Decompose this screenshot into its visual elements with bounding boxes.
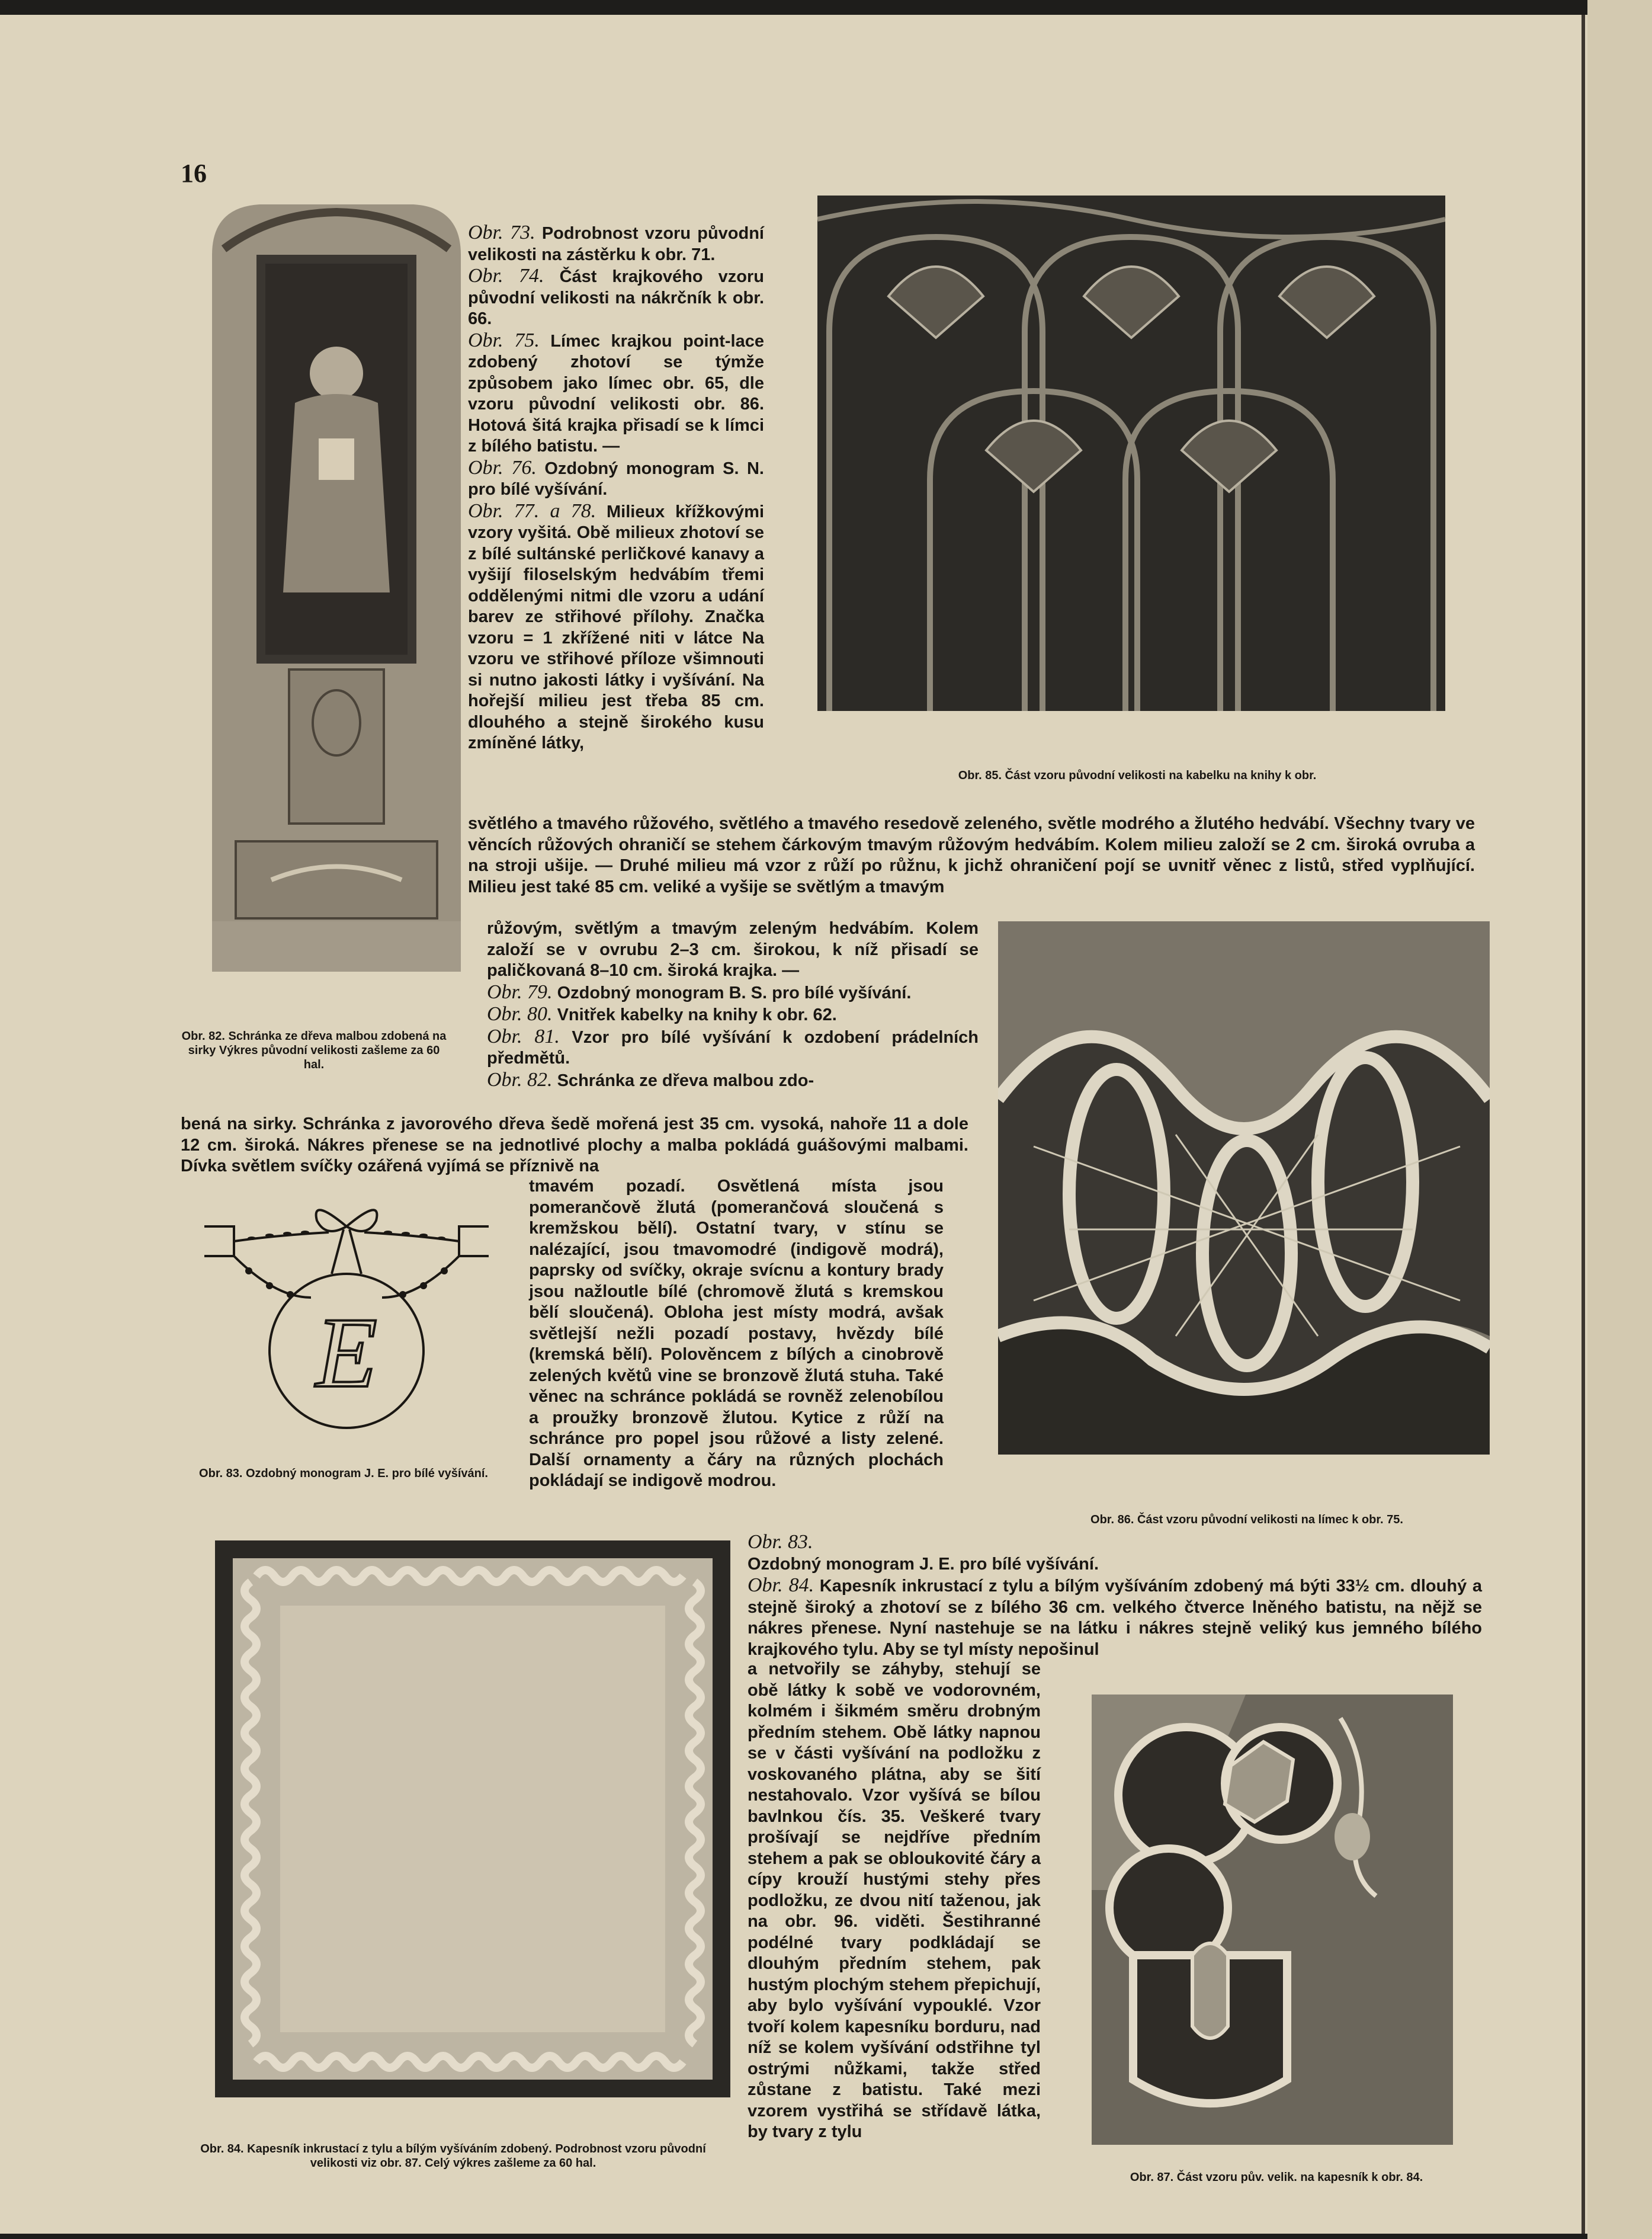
adjacent-page-edge [1587,0,1652,2239]
text-block-79-82 [487,918,979,1091]
caption-86: Obr. 86. Část vzoru původní velikosti na límec k obr. 75. [1090,1513,1403,1526]
paragraph-74: Obr. 74. Část krajkového vzoru původní velikosti na nákrčník k obr. 66. [468,265,764,328]
paragraph-77-78: Obr. 77. a 78. Milieux křížkovými vzory vyšitá. Obě milieux zhotoví se z bílé sultánské perličkové kanavy a vyšijí filoselským hedvábím třemi oddělenými nitmi dle vzoru a udání barev ze střihové přílohy. Značka vzoru = 1 zkřížené niti v látce Na vzoru ve střihové příloze všimnouti si nutno jakosti látky i vyšívání. Na hořejší milieu jest třeba 85 cm. dlouhého a stejně širokého kusu zmíněné látky, [468,499,764,752]
paragraph-81: Obr. 81. Vzor pro bílé vyšívání k ozdobení prádelních předmětů. [487,1025,979,1068]
paragraph-77-78-end: růžovým, světlým a tmavým zeleným hedvábím. Kolem založí se v ovrubu 2–3 cm. širokou, k níž přisadí se paličkovaná 8–10 cm. široká krajka. — [487,919,979,980]
caption-87: Obr. 87. Část vzoru pův. velik. na kapesník k obr. 84. [1130,2171,1423,2184]
figure-83-monogram [193,1191,501,1440]
figure-85-bag-pattern [817,196,1445,711]
text-block-73-78 [468,222,764,754]
figure-84-handkerchief [215,1540,730,2097]
paragraph-82: Obr. 82. Schránka ze dřeva malbou zdo- [487,1068,814,1091]
paragraph-84-continued: a netvořily se záhyby, stehují se obě látky k sobě ve vodorovném, kolmém i šikmém směru drobným předním stehem. Obě látky napnou se v části vyšívání na podložku z voskovaného plátna, aby se šití nestahovalo. Vzor vyšívá se bílou bavlnkou čís. 35. Veškeré tvary prošívají se nejdříve předním stehem a pak se obloukovité čáry a cípy krouží hustými stehy přes podložku, ze dvou nití taženou, jak na obr. 96. viděti. Šestihranné podélné tvary podkládají se dlouhým předním stehem, pak hustým plochým stehem přepichují, aby bylo vyšívání vypouklé. Vzor tvoří kolem kapesníku borduru, nad níž se kolem vyšívání odstřihne tyl ostrými nůžkami, takže střed zůstane z batistu. Také mezi vzorem vystřihá se střídavě látka, by tvary z tylu [748,1660,1041,2141]
figure-82-matchbox [200,190,473,972]
monogram-letter: E [316,1297,377,1408]
caption-83: Obr. 83. Ozdobný monogram J. E. pro bílé vyšívání. [199,1467,488,1480]
paragraph-80: Obr. 80. Vnitřek kabelky na knihy k obr. 62. [487,1003,837,1025]
text-block-82-continued: bená na sirky. Schránka z javorového dřeva šedě mořená jest 35 cm. vysoká, nahoře 11 a dole 12 cm. široká. Nákres přenese se na jednotlivé plochy a malba pokládá guášovými malbami. Dívka světlem svíčky ozářená vyjímá se příznivě na [181,1114,968,1175]
text-block-82-detail: tmavém pozadí. Osvětlená místa jsou pomerančově žlutá (pomerančová sloučená s kremžskou bělí). Ostatní tvary, v stínu se nalézající, jsou tmavomodré (indigově modrá), paprsky od svíčky, okraje svícnu a kontury brady jsou nažloutle bílé (chromově žlutá s kremskou bělí sloučená). Obloha jest místy modrá, avšak světlejší nežli pozadí postavy, hvězdy bílé (kremská bělí). Polověncem z bílých a cinobrově zelených květů vine se bronzově žlutá stuha. Také věnec na schránce pokládá se rovněž zelenobílou a proužky bronzově žlutou. Kytice z růží na schránce pro popel jsou růžové a listy zelené. Další ornamenty a čáry na různých plochách pokládají se indigově modrou. [529,1177,944,1490]
figure-86-lace-collar [998,921,1490,1455]
text-block-77-78-continued: světlého a tmavého růžového, světlého a tmavého resedově zeleného, světle modrého a žlutého hedvábí. Všechny tvary ve věncích růžových ohraničí se stehem čárkovým tmavým růžovým hedvábím. Kolem milieu založí se 2 cm. široká ovruba a na stroji ušije. — Druhé milieu má vzor z růží po růžnu, k jichž ohraničení pojí se uvnitř věnec z listů, střed vyplňující. Milieu jest také 85 cm. veliké a vyšije se světlým a tmavým [468,814,1475,896]
magazine-page [0,15,1587,2234]
caption-82: Obr. 82. Schránka ze dřeva malbou zdobená na sirky Výkres původní velikosti zašleme za 60 hal. [181,1030,447,1071]
caption-85: Obr. 85. Část vzoru původní velikosti na kabelku na knihy k obr. [958,769,1317,782]
page-edge-line [1582,15,1585,2234]
figure-87-lace-detail [1092,1695,1453,2145]
paragraph-76: Obr. 76. Ozdobný monogram S. N. pro bílé vyšívání. [468,456,764,499]
caption-84: Obr. 84. Kapesník inkrustací z tylu a bílým vyšíváním zdobený. Podrobnost vzoru původní velikosti viz obr. 87. Celý výkres zašleme za 60 hal. [200,2142,706,2170]
paragraph-75: Obr. 75. Límec krajkou point-lace zdobený zhotoví se týmže způsobem jako límec obr. 65, dle vzoru původní velikosti obr. 86. Hotová šitá krajka přisadí se k límci z bílého batistu. — [468,329,764,456]
paragraph-79: Obr. 79. Ozdobný monogram B. S. pro bílé vyšívání. [487,981,912,1003]
paragraph-84: Obr. 84. Kapesník inkrustací z tylu a bílým vyšíváním zdobený má býti 33½ cm. dlouhý a stejně široký a zhotoví se z bílého 36 cm. velkého čtverce lněného batistu, na nějž se nákres přenese. Nyní nastehuje se na látku i nákres stejně veliký kus jemného bílého krajkového tylu. Aby se tyl místy nepošinul [748,1574,1482,1659]
paragraph-83: Obr. 83. Ozdobný monogram J. E. pro bílé vyšívání. [748,1531,1099,1574]
paragraph-73: Obr. 73. Podrobnost vzoru původní velikosti na zástěrku k obr. 71. [468,222,764,264]
page-number: 16 [181,159,207,188]
